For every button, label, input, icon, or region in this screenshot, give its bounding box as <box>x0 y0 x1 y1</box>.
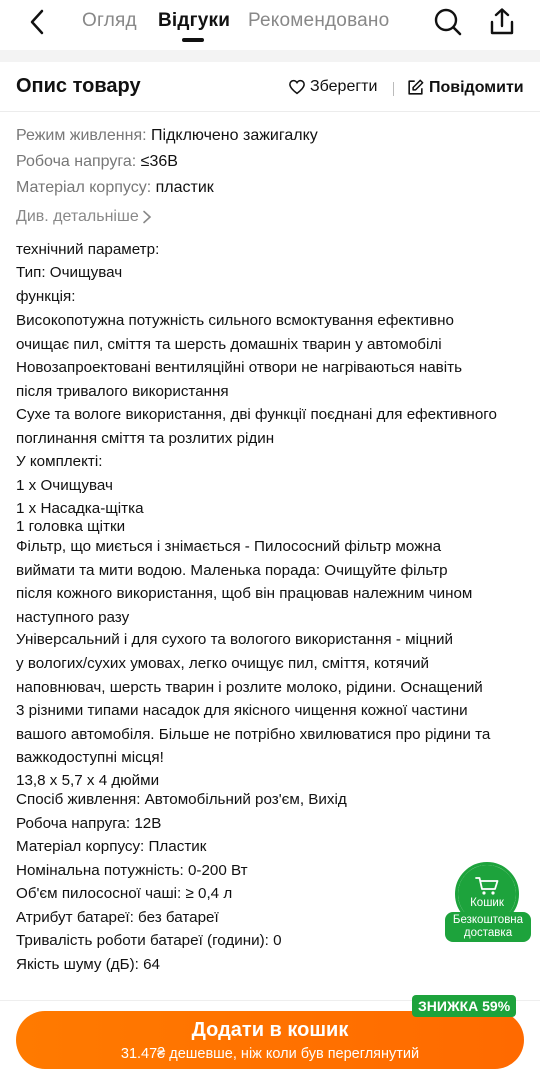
discount-badge: ЗНИЖКА 59% <box>412 995 516 1017</box>
description-line: виймати та мити водою. Маленька порада: Очищуйте фільтр <box>16 562 448 579</box>
description-line: У комплекті: <box>16 453 103 470</box>
search-icon[interactable] <box>432 6 464 38</box>
see-more-link[interactable] <box>16 208 152 226</box>
description-line: після кожного використання, щоб він працював належним чином <box>16 585 473 602</box>
description-line: Якість шуму (дБ): 64 <box>16 956 160 973</box>
attribute-row <box>16 178 214 198</box>
chevron-left-icon[interactable] <box>26 8 50 36</box>
description-line: у вологих/сухих умовах, легко очищує пил, сміття, котячий <box>16 655 429 672</box>
report-button[interactable] <box>406 78 524 97</box>
attribute-value: пластик <box>155 179 214 196</box>
save-label: Зберегти <box>310 78 378 95</box>
section-gap <box>0 50 540 62</box>
see-more-label: Див. детальніше <box>16 208 139 225</box>
add-to-cart-button[interactable] <box>16 1011 524 1069</box>
add-to-cart-label: Додати в кошик <box>191 1019 349 1041</box>
attribute-key: Матеріал корпусу: <box>16 179 156 196</box>
share-icon[interactable] <box>486 6 518 38</box>
heart-icon <box>288 78 306 96</box>
description-line: Сухе та вологе використання, дві функції поєднані для ефективного <box>16 406 497 423</box>
description-line: Об'єм пилососної чаші: ≥ 0,4 л <box>16 885 233 902</box>
description-line: наступного разу <box>16 609 130 626</box>
description-line: 1 x Очищувач <box>16 477 113 494</box>
save-button[interactable] <box>288 78 377 96</box>
description-line: наповнювач, шерсть тварин і розлите молоко, рідини. Оснащений <box>16 679 483 696</box>
report-label: Повідомити <box>429 78 524 96</box>
description-line: вашого автомобіля. Більше не потрібно хвилюватися про рідини та <box>16 726 491 743</box>
description-line: Тип: Очищувач <box>16 264 123 281</box>
description-line: Спосіб живлення: Автомобільний роз'єм, Вихід <box>16 791 347 808</box>
tab-overview[interactable]: Огляд <box>82 10 137 31</box>
description-line: Новозапроектовані вентиляційні отвори не нагріваються навіть <box>16 359 462 376</box>
description-line: Високопотужна потужність сильного всмоктування ефективно <box>16 312 454 329</box>
divider <box>0 111 540 112</box>
free-shipping-tag: Безкоштовна доставка <box>445 912 531 942</box>
attribute-value: Підключено зажигалку <box>151 127 318 144</box>
description-line: 3 різними типами насадок для якісного чищення кожної частини <box>16 702 468 719</box>
attribute-row <box>16 152 178 172</box>
description-header <box>0 62 540 112</box>
price-drop-note: 31.47₴ дешевше, ніж коли був переглянутий <box>120 1046 420 1062</box>
description-line: 1 головка щітки <box>16 518 126 535</box>
description-line: 1 x Насадка-щітка <box>16 500 144 517</box>
description-line: Атрибут батареї: без батареї <box>16 909 219 926</box>
description-line: 13,8 x 5,7 x 4 дюйми <box>16 772 160 789</box>
header-divider <box>393 82 394 96</box>
cart-label: Кошик <box>470 897 504 909</box>
description-line: Матеріал корпусу: Пластик <box>16 838 207 855</box>
active-tab-indicator <box>182 38 204 42</box>
description-line: поглинання сміття та розлитих рідин <box>16 430 275 447</box>
top-nav <box>0 0 540 50</box>
attribute-row <box>16 126 318 146</box>
description-line: важкодоступні місця! <box>16 749 164 766</box>
description-line: Тривалість роботи батареї (години): 0 <box>16 932 282 949</box>
description-line: Фільтр, що миється і знімається - Пилососний фільтр можна <box>16 538 442 555</box>
chevron-right-icon <box>142 210 152 224</box>
description-line: після тривалого використання <box>16 383 229 400</box>
description-line: Універсальний і для сухого та вологого використання - міцний <box>16 631 453 648</box>
edit-report-icon <box>406 78 425 97</box>
tab-recommended[interactable]: Рекомендовано <box>248 10 390 31</box>
description-line: функція: <box>16 288 76 305</box>
description-line: очищає пил, сміття та шерсть домашніх тварин у автомобілі <box>16 336 442 353</box>
description-line: Номінальна потужність: 0-200 Вт <box>16 862 248 879</box>
attribute-key: Режим живлення: <box>16 127 152 144</box>
description-line: технічний параметр: <box>16 241 160 258</box>
tab-reviews[interactable]: Відгуки <box>158 10 231 31</box>
attribute-value: ≤36В <box>140 153 178 170</box>
attribute-key: Робоча напруга: <box>16 153 141 170</box>
section-title: Опис товару <box>16 75 141 97</box>
description-line: Робоча напруга: 12В <box>16 815 162 832</box>
